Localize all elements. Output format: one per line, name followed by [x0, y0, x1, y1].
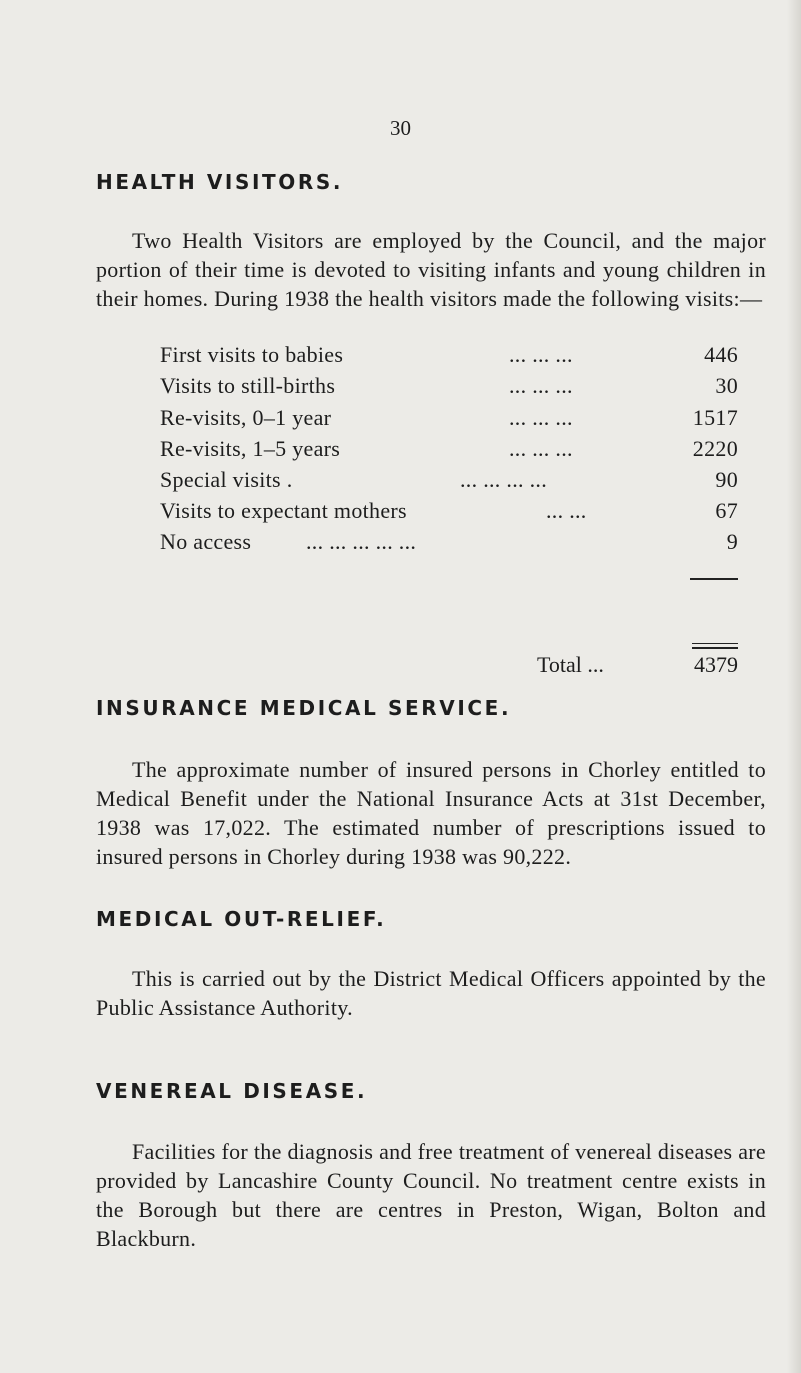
- leader-dots: ... ... ...: [509, 436, 573, 461]
- out-relief-text: This is carried out by the District Medical Officers appointed by the Public Assistance Authority.: [96, 966, 766, 1020]
- visit-label: Special visits .: [160, 467, 293, 492]
- visit-label: No access: [160, 529, 252, 554]
- leader-dots: ... ... ... ...: [460, 467, 547, 492]
- insurance-heading: INSURANCE MEDICAL SERVICE.: [96, 696, 512, 720]
- visit-row: [160, 529, 738, 561]
- visit-label: Re-visits, 1–5 years: [160, 436, 341, 461]
- visit-row: [160, 498, 738, 530]
- visit-count: 2220: [692, 436, 738, 461]
- visit-row: [160, 405, 738, 437]
- insurance-text: The approximate number of insured persons in Chorley entitled to Medical Benefit under the National Insurance Acts at 31st December, 1938 was 17,022. The estimated number of prescriptions issued to insured persons in Chorley during 1938 was 90,222.: [96, 757, 766, 869]
- visit-count: 1517: [692, 405, 738, 430]
- leader-dots: ... ... ...: [509, 342, 573, 367]
- total-double-rule-bottom: [692, 647, 738, 649]
- visit-count: 446: [704, 342, 738, 367]
- subtotal-rule: [690, 578, 738, 580]
- total-value: 4379: [694, 652, 738, 677]
- health-visitors-intro: Two Health Visitors are employed by the Council, and the major portion of their time is devoted to visiting infants and young children in their homes. During 1938 the health visitors made the following visits:—: [96, 228, 766, 311]
- venereal-disease-text: Facilities for the diagnosis and free treatment of venereal diseases are provided by Lancashire County Council. No treatment centre exists in the Borough but there are centres in Preston, Wigan, Bolton and Blackburn.: [96, 1139, 766, 1251]
- leader-dots: ... ... ...: [509, 405, 573, 430]
- health-visitors-heading: HEALTH VISITORS.: [96, 170, 344, 194]
- visit-label: Visits to expectant mothers: [160, 498, 407, 523]
- leader-dots: ... ...: [546, 498, 587, 523]
- visit-count: 30: [715, 373, 738, 398]
- venereal-disease-heading: VENEREAL DISEASE.: [96, 1079, 368, 1103]
- visit-row: [160, 436, 738, 468]
- visit-count: 90: [715, 467, 738, 492]
- page-number: 30: [390, 116, 411, 140]
- total-double-rule-top: [692, 643, 738, 644]
- page-edge-shadow: [787, 0, 801, 1373]
- visit-row: [160, 373, 738, 405]
- visit-label: Visits to still-births: [160, 373, 336, 398]
- leader-dots: ... ... ...: [509, 373, 573, 398]
- visit-row: [160, 342, 738, 374]
- visit-row: [160, 467, 738, 499]
- out-relief-heading: MEDICAL OUT-RELIEF.: [96, 907, 387, 931]
- total-label: Total ...: [537, 652, 604, 677]
- visit-label: First visits to babies: [160, 342, 344, 367]
- visit-count: 9: [726, 529, 738, 554]
- leader-dots: ... ... ... ... ...: [306, 529, 417, 554]
- visit-label: Re-visits, 0–1 year: [160, 405, 332, 430]
- visit-count: 67: [715, 498, 738, 523]
